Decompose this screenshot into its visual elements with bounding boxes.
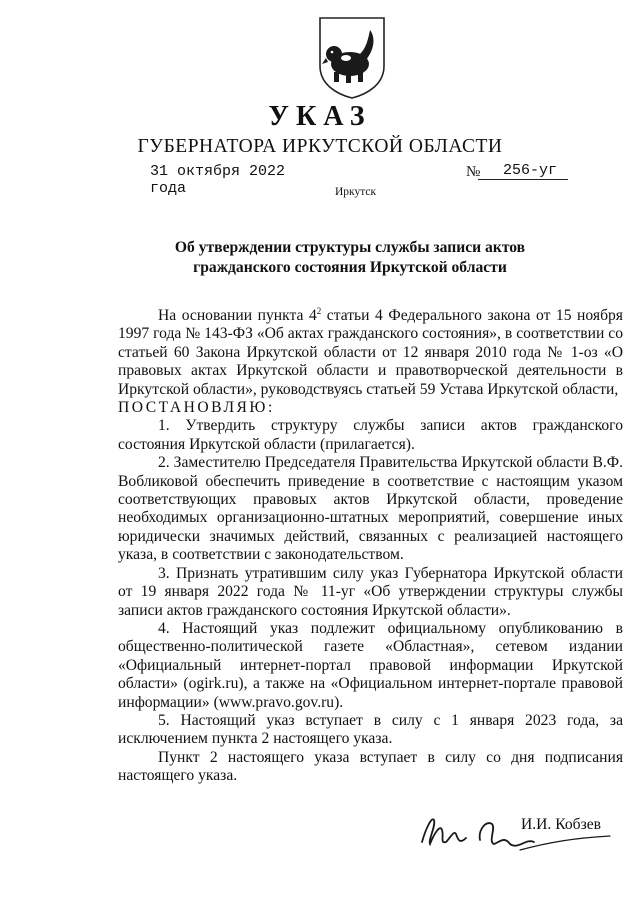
signer-name: И.И. Кобзев <box>521 816 602 833</box>
decree-word: ПОСТАНОВЛЯЮ: <box>118 399 275 417</box>
document-heading: Об утверждении структуры службы записи актов гражданского состояния Иркутской области <box>174 239 526 276</box>
item-5: 5. Настоящий указ вступает в силу с 1 января 2023 года, за исключением пункта 2 настоящего указа. <box>118 711 623 748</box>
item-2: 2. Заместителю Председателя Правительства Иркутской области В.Ф. Вобликовой обеспечить приведение в соответствие с настоящим указом соответствующих правовых актов Иркутской области, проведение необходимых организационно-штатных мероприятий, совершение иных юридически значимых действий, связанных с реализацией настоящего указа, в соответствии с законодательством. <box>118 454 623 564</box>
preamble-paragraph: На основании пункта $4^2$ статьи 4 Федерального закона от 15 ноября 1997 года № 143-ФЗ «Об актах гражданского состояния», в соответствии со статьей 60 Закона Иркутской области от 12 января 2010 года № 1-оз «О правовых актах Иркутской области и правотворческой деятельности в Иркутской области», руководствуясь статьей 59 Устава Иркутской области, <box>118 305 623 398</box>
item-4: 4. Настоящий указ подлежит официальному опубликованию в общественно-политической газете «Областная», сетевом издании «Официальный интернет-портал правовой информации Иркутской области» (ogirk.ru), а также на «Официальном интернет-портале правовой информации» (www.pravo.gov.ru). <box>118 619 623 711</box>
document-city: Иркутск <box>335 186 377 198</box>
document-title: УКАЗ <box>268 101 372 132</box>
item-1: 1. Утвердить структуру службы записи актов гражданского состояния Иркутской области (прилагается). <box>118 417 623 453</box>
document-number: 256-уг <box>478 162 568 180</box>
document-body <box>118 307 623 786</box>
document-subtitle: ГУБЕРНАТОРА ИРКУТСКОЙ ОБЛАСТИ <box>137 136 503 157</box>
item-3: 3. Признать утратившим силу указ Губернатора Иркутской области от 19 января 2022 года № 11-уг «Об утверждении структуры службы записи актов гражданского состояния Иркутской области». <box>118 564 623 619</box>
document-date: 31 октября 2022 года <box>150 163 286 197</box>
coat-of-arms-icon <box>316 14 388 100</box>
item-6: Пункт 2 настоящего указа вступает в силу со дня подписания настоящего указа. <box>118 748 623 785</box>
number-sign: № <box>466 164 481 180</box>
